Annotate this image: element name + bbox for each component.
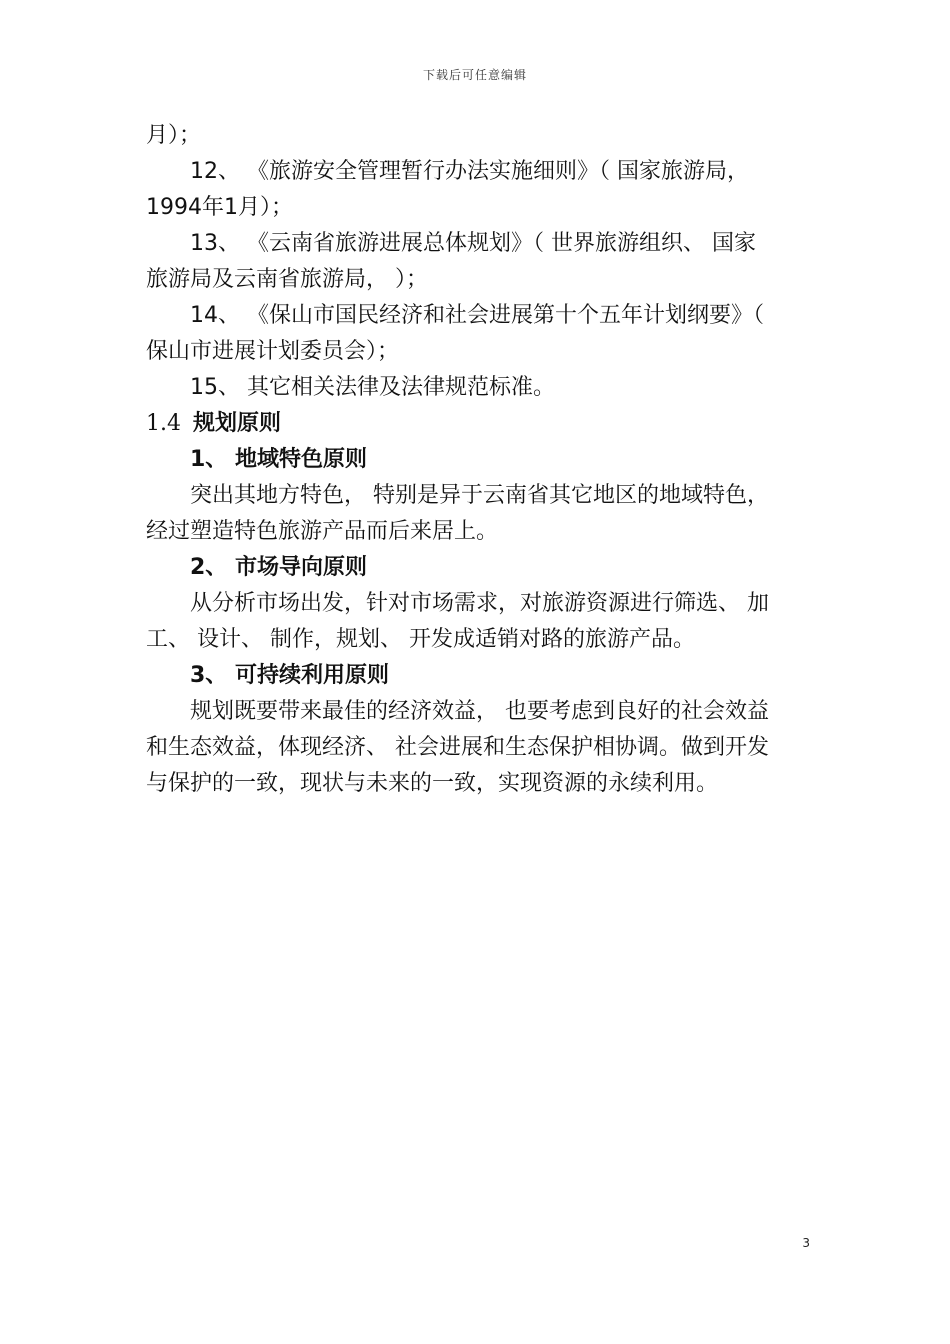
section-title: 规划原则 bbox=[193, 411, 282, 436]
page-header: 下载后可任意编辑 bbox=[422, 68, 527, 82]
section-heading bbox=[146, 406, 808, 442]
principle-3-text-cont: 和生态效益，体现经济、 社会进展和生态保护相协调。做到开发 bbox=[146, 735, 769, 760]
principle-2-text: 从分析市场出发，针对市场需求，对旅游资源进行筛选、 加 bbox=[190, 591, 769, 616]
principle-3-title: 3、 可持续利用原则 bbox=[190, 663, 389, 688]
reference-item-12: 12、 《旅游安全管理暂行办法实施细则》（ 国家旅游局， bbox=[190, 159, 749, 184]
reference-item-13: 13、 《云南省旅游进展总体规划》（ 世界旅游组织、 国家 bbox=[190, 231, 756, 256]
reference-line: 月）； bbox=[146, 123, 202, 148]
document-body bbox=[146, 118, 808, 802]
reference-item-12-cont: 1994年1月）； bbox=[146, 195, 293, 220]
principle-1-text: 突出其地方特色， 特别是异于云南省其它地区的地域特色， bbox=[190, 483, 769, 508]
reference-item-15: 15、 其它相关法律及法律规范标准。 bbox=[190, 375, 555, 400]
principle-2-title: 2、 市场导向原则 bbox=[190, 555, 367, 580]
principle-1-text-cont: 经过塑造特色旅游产品而后来居上。 bbox=[146, 519, 499, 544]
principle-3-text: 规划既要带来最佳的经济效益， 也要考虑到良好的社会效益 bbox=[190, 699, 769, 724]
reference-item-13-cont: 旅游局及云南省旅游局， ）； bbox=[146, 267, 428, 292]
section-number: 1.4 bbox=[146, 411, 181, 436]
reference-item-14-cont: 保山市进展计划委员会）； bbox=[146, 339, 400, 364]
page-number: 3 bbox=[802, 1236, 810, 1250]
principle-3-text-end: 与保护的一致，现状与未来的一致，实现资源的永续利用。 bbox=[146, 771, 719, 796]
principle-1-title: 1、 地域特色原则 bbox=[190, 447, 367, 472]
reference-item-14: 14、 《保山市国民经济和社会进展第十个五年计划纲要》（ bbox=[190, 303, 764, 328]
principle-2-text-cont: 工、 设计、 制作，规划、 开发成适销对路的旅游产品。 bbox=[146, 627, 695, 652]
